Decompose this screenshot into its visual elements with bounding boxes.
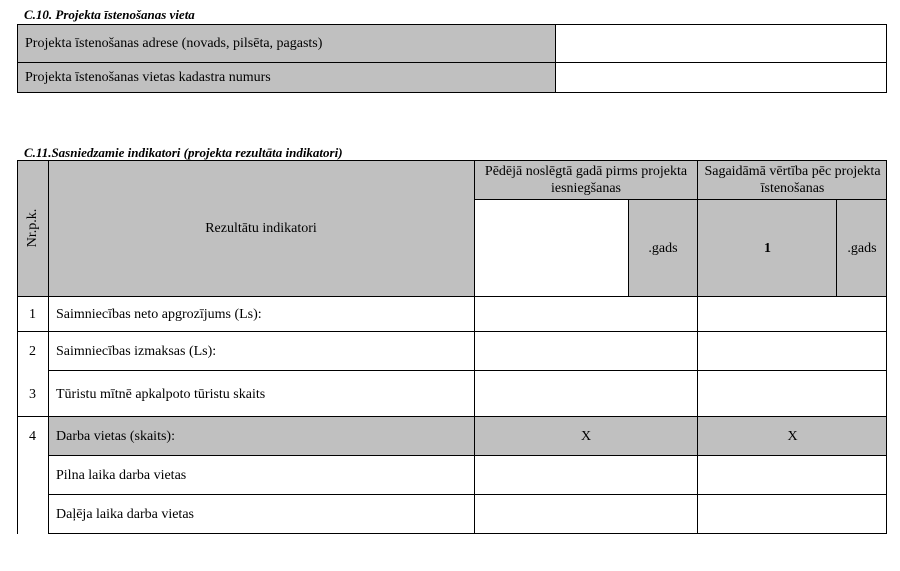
last-year-value-cell[interactable]: [474, 495, 698, 534]
target-value-cell: X: [787, 429, 798, 444]
row-number: 4: [29, 429, 36, 444]
indicator-label: Daļēja laika darba vietas: [56, 507, 194, 522]
table-border: [697, 160, 698, 534]
c10-address-field[interactable]: [556, 24, 886, 62]
indicator-label: Saimniecības neto apgrozījums (Ls):: [56, 307, 262, 322]
indicator-label: Pilna laika darba vietas: [56, 468, 187, 483]
header-indicators: Rezultātu indikatori: [205, 221, 317, 236]
c10-cadastre-field[interactable]: [556, 62, 886, 93]
row-number: 3: [29, 386, 36, 402]
indicator-label: Darba vietas (skaits):: [56, 429, 175, 444]
target-value-cell[interactable]: [698, 297, 887, 332]
row-number: 2: [29, 344, 36, 359]
table-border: [48, 494, 887, 495]
table-border: [17, 62, 887, 63]
table-border: [555, 24, 556, 93]
c10-cadastre-label: Projekta īstenošanas vietas kadastra numurs: [25, 70, 271, 85]
table-border: [17, 160, 887, 161]
table-border: [48, 455, 887, 456]
last-year-value-cell[interactable]: [474, 371, 698, 417]
table-border: [17, 331, 887, 332]
table-border: [17, 24, 18, 93]
target-value-cell[interactable]: [698, 332, 887, 371]
table-border: [17, 160, 18, 534]
table-border: [17, 24, 887, 25]
last-year-value-cell[interactable]: [474, 297, 698, 332]
indicator-label: Saimniecības izmaksas (Ls):: [56, 344, 217, 359]
table-border: [886, 24, 887, 93]
table-border: [474, 199, 887, 200]
last-year-suffix: .gads: [648, 241, 678, 256]
table-border: [836, 199, 837, 297]
row-number: 1: [29, 307, 36, 322]
target-value-cell[interactable]: [698, 371, 887, 417]
c10-address-label: Projekta īstenošanas adrese (novads, pilsēta, pagasts): [25, 35, 323, 51]
table-border: [474, 160, 475, 534]
section-c10-heading: C.10. Projekta īstenošanas vieta: [24, 7, 195, 22]
table-border: [17, 92, 887, 93]
table-border: [886, 160, 887, 534]
table-border: [48, 160, 49, 534]
table-border: [48, 370, 887, 371]
header-nr: Nr.p.k.: [25, 208, 40, 248]
target-value-cell[interactable]: [698, 495, 887, 534]
table-border: [17, 416, 887, 417]
table-border: [48, 533, 887, 534]
header-last-year-group: Pēdējā noslēgtā gadā pirms projekta iesniegšanas: [484, 164, 688, 196]
section-c11-heading: C.11.Sasniedzamie indikatori (projekta rezultāta indikatori): [24, 145, 343, 160]
last-year-value-cell[interactable]: [474, 332, 698, 371]
table-border: [17, 296, 887, 297]
last-year-value-cell[interactable]: [474, 456, 698, 495]
header-target-group: Sagaidāmā vērtība pēc projekta īstenošanas: [704, 164, 881, 196]
row-number: [17, 495, 48, 534]
table-border: [628, 199, 629, 297]
last-year-input[interactable]: [474, 200, 628, 297]
target-value-cell[interactable]: [698, 456, 887, 495]
last-year-value-cell: X: [580, 429, 592, 444]
row-number: [17, 456, 48, 495]
target-year-count: 1: [764, 241, 771, 256]
indicator-label: Tūristu mītnē apkalpoto tūristu skaits: [56, 386, 266, 402]
target-year-suffix: .gads: [847, 241, 877, 256]
